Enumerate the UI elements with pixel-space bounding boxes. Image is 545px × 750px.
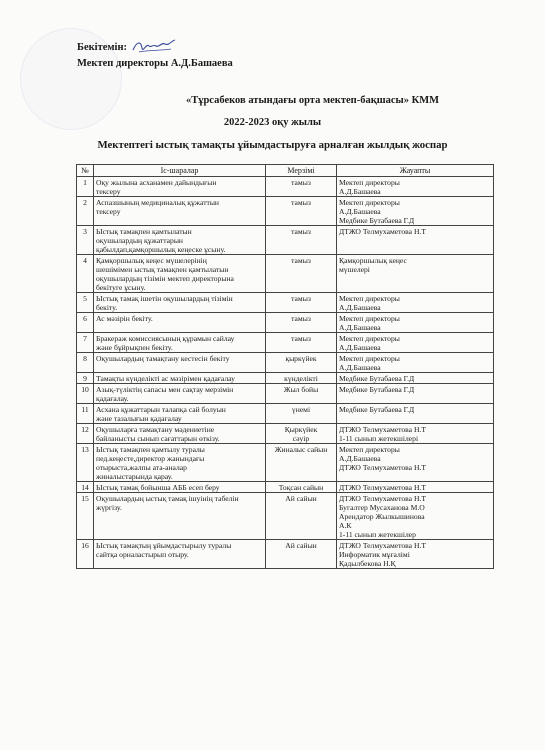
responsible-cell-line: Мектеп директоры: [339, 444, 400, 454]
table-row: [77, 540, 494, 569]
responsible-cell-line: Бугалтер Мусаханова М.О: [339, 502, 425, 512]
activity-cell-line: Аспазшының медициналық құжаттын: [96, 197, 219, 207]
activity-cell-line: Оқушыларға тамақтану мәдениетіне: [96, 424, 215, 434]
table-body: [77, 177, 494, 569]
term-cell-line: Жыл бойы: [283, 384, 319, 394]
activity-cell-line: Тамақты күнделікті ас мәзірімен қадағалау: [96, 373, 235, 383]
term-cell-line: Ай сайын: [285, 493, 317, 503]
term-cell: [266, 384, 337, 404]
director-line: Мектеп директоры А.Д.Башаева: [77, 58, 233, 69]
activity-cell: [94, 384, 266, 404]
responsible-cell: [337, 404, 494, 424]
column-header-term: Мерзімі: [266, 165, 337, 177]
term-cell-line: тамыз: [291, 255, 311, 265]
responsible-cell-line: А.Д.Башаева: [339, 302, 381, 312]
term-cell-line: үнемі: [291, 404, 311, 414]
row-number: 1: [77, 177, 94, 197]
activity-cell: [94, 255, 266, 293]
column-header-number: №: [77, 165, 94, 177]
activity-cell-line: бекітуге ұсыну.: [96, 282, 146, 292]
responsible-cell: [337, 482, 494, 493]
activity-cell: [94, 424, 266, 444]
activity-cell-line: отырыста,жалпы ата-аналар: [96, 462, 187, 472]
responsible-cell: [337, 493, 494, 540]
term-cell: [266, 444, 337, 482]
table-row: [77, 255, 494, 293]
academic-year: 2022-2023 оқу жылы: [223, 117, 322, 128]
row-number: 5: [77, 293, 94, 313]
row-number: 11: [77, 404, 94, 424]
row-number: 9: [77, 373, 94, 384]
activity-cell: [94, 493, 266, 540]
term-cell-line: Қыркүйек: [284, 424, 318, 434]
activity-cell-line: оқушылардың тізімін мектеп директорына: [96, 273, 234, 283]
responsible-cell-line: Медбике Бутабаева Г.Д: [339, 384, 415, 394]
activity-cell: [94, 540, 266, 569]
approve-label: Бекітемін:: [77, 41, 128, 53]
responsible-cell: [337, 373, 494, 384]
table-row: [77, 177, 494, 197]
table-row: [77, 293, 494, 313]
responsible-cell-line: ДТЖО Телмухаметова Н.Т: [339, 462, 426, 472]
term-cell-line: тамыз: [291, 226, 311, 236]
term-cell-line: күнделікті: [284, 373, 318, 383]
term-cell: [266, 177, 337, 197]
activity-cell: [94, 226, 266, 255]
term-cell-line: тамыз: [291, 197, 311, 207]
responsible-cell-line: А.Д.Башаева: [339, 206, 381, 216]
responsible-cell-line: А.Д.Башаева: [339, 362, 381, 372]
responsible-cell-line: А.Д.Башаева: [339, 342, 381, 352]
responsible-cell-line: 1-11 сынып жетекшілері: [339, 433, 419, 443]
term-cell-line: тамыз: [291, 177, 311, 187]
activity-cell: [94, 177, 266, 197]
approval-block: [77, 38, 233, 71]
responsible-cell-line: Мектеп директоры: [339, 293, 400, 303]
activity-cell-line: Оқу жылына асханамен дайындығын: [96, 177, 217, 187]
activity-cell-line: тексеру: [96, 206, 121, 216]
row-number: 3: [77, 226, 94, 255]
term-cell-line: Ай сайын: [285, 540, 317, 550]
row-number: 6: [77, 313, 94, 333]
table-row: [77, 444, 494, 482]
term-cell: [266, 313, 337, 333]
term-cell: [266, 540, 337, 569]
responsible-cell-line: мүшелері: [339, 264, 370, 274]
activity-cell-line: оқушылардың құжаттарын: [96, 235, 183, 245]
activity-cell-line: пед.кеңесте,директор жанындағы: [96, 453, 205, 463]
responsible-cell: [337, 353, 494, 373]
row-number: 14: [77, 482, 94, 493]
table-row: [77, 226, 494, 255]
table-row: [77, 353, 494, 373]
activity-cell-line: жүргізу.: [96, 502, 122, 512]
responsible-cell-line: ДТЖО Телмухаметова Н.Т: [339, 540, 426, 550]
table-header-row: [77, 165, 494, 177]
activity-cell-line: Бракераж комиссиясының құрамын сайлау: [96, 333, 235, 343]
term-cell: [266, 293, 337, 313]
table-row: [77, 373, 494, 384]
activity-cell-line: тексеру: [96, 186, 121, 196]
responsible-cell-line: А.Д.Башаева: [339, 186, 381, 196]
row-number: 16: [77, 540, 94, 569]
term-cell: [266, 424, 337, 444]
table-row: [77, 197, 494, 226]
signature-image: [131, 38, 177, 56]
responsible-cell-line: Арендатор Жылкышинова: [339, 511, 425, 521]
row-number: 13: [77, 444, 94, 482]
plan-title: Мектептегі ыстық тамақты ұйымдастыруға арналған жылдық жоспар: [97, 139, 448, 151]
row-number: 10: [77, 384, 94, 404]
responsible-cell: [337, 384, 494, 404]
term-cell-line: тамыз: [291, 293, 311, 303]
activity-cell-line: және тазалығын қадағалау: [96, 413, 182, 423]
responsible-cell-line: Қамқоршылық кеңес: [339, 255, 407, 265]
term-cell-line: Тоқсан сайын: [278, 482, 324, 492]
activity-cell-line: Ас мәзірін бекіту.: [96, 313, 153, 323]
responsible-cell-line: А.Д.Башаева: [339, 322, 381, 332]
term-cell-line: қыркүйек: [285, 353, 317, 363]
term-cell-line: тамыз: [291, 313, 311, 323]
school-name: «Тұрсабеков атындағы орта мектеп-бақшасы» КММ: [185, 95, 440, 106]
table-row: [77, 404, 494, 424]
responsible-cell: [337, 424, 494, 444]
responsible-cell-line: Мектеп директоры: [339, 353, 400, 363]
activity-cell: [94, 404, 266, 424]
row-number: 8: [77, 353, 94, 373]
activity-cell-line: сайтқа орналастырып отыру.: [96, 549, 189, 559]
responsible-cell-line: 1-11 сынып жетекшілер: [339, 529, 416, 539]
responsible-cell-line: ДТЖО Телмухаметова Н.Т: [339, 424, 426, 434]
activity-cell-line: қабылдап,қамқоршылық кеңеске ұсыну.: [96, 244, 226, 254]
column-header-activity: Іс-шаралар: [94, 165, 266, 177]
activity-cell-line: Қамқоршылық кеңес мүшелерінің: [96, 255, 207, 265]
responsible-cell: [337, 226, 494, 255]
responsible-cell-line: ДТЖО Телмухаметова Н.Т: [339, 226, 426, 236]
term-cell-line: тамыз: [291, 333, 311, 343]
term-cell: [266, 197, 337, 226]
responsible-cell-line: Медбике Бутабаева Г.Д: [339, 404, 415, 414]
responsible-cell-line: Информатик мұғалімі: [339, 549, 410, 559]
term-cell-line: сәуір: [292, 433, 310, 443]
responsible-cell-line: Мектеп директоры: [339, 333, 400, 343]
responsible-cell-line: Мектеп директоры: [339, 313, 400, 323]
activity-cell-line: Ыстық тамақ бойынша АББ есеп беру: [96, 482, 220, 492]
responsible-cell-line: Медбике Бутабаева Г.Д: [339, 215, 415, 225]
responsible-cell-line: Мектеп директоры: [339, 197, 400, 207]
activity-cell: [94, 313, 266, 333]
activity-cell: [94, 293, 266, 313]
term-cell: [266, 373, 337, 384]
responsible-cell: [337, 313, 494, 333]
activity-cell-line: Ыстық тамақпен қамтылу туралы: [96, 444, 205, 454]
activity-cell-line: Ыстық тамақ ішетін оқушылардың тізімін: [96, 293, 233, 303]
activity-cell-line: Асхана құжаттарын талапқа сай болуын: [96, 404, 226, 414]
table-row: [77, 384, 494, 404]
responsible-cell: [337, 333, 494, 353]
term-cell: [266, 333, 337, 353]
responsible-cell: [337, 444, 494, 482]
activity-cell: [94, 482, 266, 493]
term-cell: [266, 255, 337, 293]
column-header-responsible: Жауапты: [337, 165, 494, 177]
table-row: [77, 482, 494, 493]
term-cell-line: Жиналыс сайын: [274, 444, 328, 454]
activity-cell: [94, 353, 266, 373]
row-number: 7: [77, 333, 94, 353]
responsible-cell: [337, 293, 494, 313]
term-cell: [266, 493, 337, 540]
activity-cell-line: және бұйрықпен бекіту.: [96, 342, 173, 352]
term-cell: [266, 226, 337, 255]
responsible-cell-line: А.Д.Башаева: [339, 453, 381, 463]
responsible-cell-line: А.К: [339, 520, 352, 530]
row-number: 2: [77, 197, 94, 226]
term-cell: [266, 404, 337, 424]
table-row: [77, 493, 494, 540]
row-number: 12: [77, 424, 94, 444]
activity-cell-line: бекіту.: [96, 302, 118, 312]
row-number: 15: [77, 493, 94, 540]
row-number: 4: [77, 255, 94, 293]
activity-cell-line: Ыстық тамақтың ұйымдастырылу туралы: [96, 540, 232, 550]
activity-cell: [94, 444, 266, 482]
table-row: [77, 333, 494, 353]
responsible-cell: [337, 540, 494, 569]
responsible-cell-line: ДТЖО Телмухаметова Н.Т: [339, 482, 426, 492]
activity-cell: [94, 197, 266, 226]
term-cell: [266, 482, 337, 493]
activity-cell-line: Оқушылардың ыстық тамақ ішуінің табелін: [96, 493, 239, 503]
activity-cell-line: шешімімен ыстық тамақпен қамтылатын: [96, 264, 229, 274]
responsible-cell: [337, 177, 494, 197]
responsible-cell-line: ДТЖО Телмухаметова Н.Т: [339, 493, 426, 503]
responsible-cell-line: Мектеп директоры: [339, 177, 400, 187]
responsible-cell-line: Медбике Бутабаева Г.Д: [339, 373, 415, 383]
plan-table: [76, 164, 494, 569]
responsible-cell: [337, 255, 494, 293]
term-cell: [266, 353, 337, 373]
activity-cell-line: байланысты сынып сағаттарын өткізу.: [96, 433, 220, 443]
activity-cell-line: Ыстық тамақпен қамтылатын: [96, 226, 192, 236]
responsible-cell: [337, 197, 494, 226]
responsible-cell-line: Қадылбекова Н.Қ: [339, 558, 396, 568]
activity-cell-line: Оқушылардың тамақтану кестесін бекіту: [96, 353, 230, 363]
activity-cell: [94, 333, 266, 353]
activity-cell-line: қадағалау.: [96, 393, 129, 403]
activity-cell-line: Азық-түліктің сапасы мен сақтау мерзімін: [96, 384, 234, 394]
table-row: [77, 424, 494, 444]
table-row: [77, 313, 494, 333]
activity-cell-line: жиналыстарында қарау.: [96, 471, 173, 481]
activity-cell: [94, 373, 266, 384]
